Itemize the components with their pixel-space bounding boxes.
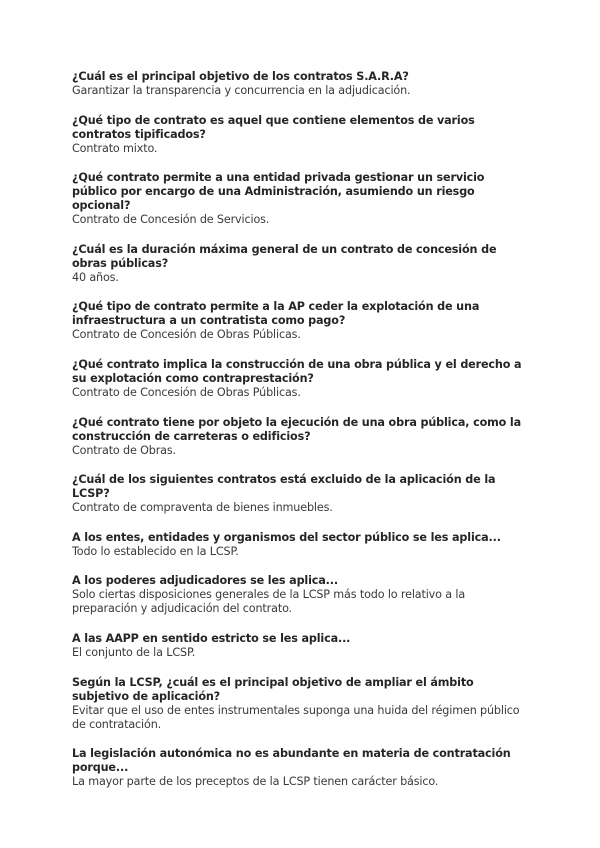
qa-item — [72, 574, 528, 616]
qa-item — [72, 358, 528, 400]
answer-text: Contrato de Concesión de Obras Públicas. — [72, 328, 301, 342]
answer-text: El conjunto de la LCSP. — [72, 645, 196, 659]
question-text: ¿Qué contrato implica la construcción de una obra pública y el derecho a su explotación como contraprestación? — [72, 357, 522, 385]
qa-item — [72, 243, 528, 285]
answer-text: Contrato de Concesión de Obras Públicas. — [72, 385, 301, 399]
qa-item — [72, 632, 528, 660]
question-text: ¿Cuál es el principal objetivo de los contratos S.A.R.A? — [72, 70, 409, 83]
question-text: ¿Qué tipo de contrato permite a la AP ceder la explotación de una infraestructura a un contratista como pago? — [72, 300, 480, 328]
question-text: A los poderes adjudicadores se les aplica... — [72, 574, 338, 588]
qa-item — [72, 114, 528, 156]
answer-text: Contrato de Concesión de Servicios. — [72, 213, 270, 227]
document-page — [72, 70, 528, 805]
answer-text: Garantizar la transparencia y concurrencia en la adjudicación. — [72, 84, 411, 97]
question-text: ¿Qué tipo de contrato es aquel que contiene elementos de varios contratos tipificados? — [72, 113, 475, 141]
question-text: ¿Cuál es la duración máxima general de un contrato de concesión de obras públicas? — [72, 242, 497, 270]
qa-item — [72, 531, 528, 559]
answer-text: Contrato mixto. — [72, 141, 158, 155]
answer-text: Solo ciertas disposiciones generales de la LCSP más todo lo relativo a la preparación y adjudicación del contrato. — [72, 588, 466, 616]
answer-text: Contrato de Obras. — [72, 443, 176, 457]
answer-text: La mayor parte de los preceptos de la LCSP tienen carácter básico. — [72, 775, 439, 789]
qa-item — [72, 70, 528, 98]
answer-text: Contrato de compraventa de bienes inmuebles. — [72, 501, 333, 515]
qa-item — [72, 747, 528, 789]
qa-item — [72, 300, 528, 342]
question-text: Según la LCSP, ¿cuál es el principal objetivo de ampliar el ámbito subjetivo de aplicación? — [72, 675, 474, 703]
question-text: ¿Qué contrato permite a una entidad privada gestionar un servicio público por encargo de una Administración, asumiendo un riesgo opcional? — [72, 171, 485, 213]
question-text: A las AAPP en sentido estricto se les aplica... — [72, 631, 351, 645]
qa-item — [72, 676, 528, 732]
question-text: ¿Cuál de los siguientes contratos está excluido de la aplicación de la LCSP? — [72, 473, 496, 501]
qa-item — [72, 171, 528, 227]
qa-item — [72, 416, 528, 458]
question-text: La legislación autonómica no es abundante en materia de contratación porque... — [72, 747, 511, 775]
question-text: ¿Qué contrato tiene por objeto la ejecución de una obra pública, como la construcción de carreteras o edificios? — [72, 415, 521, 443]
answer-text: Evitar que el uso de entes instrumentales suponga una huida del régimen público de contratación. — [72, 703, 520, 731]
answer-text: 40 años. — [72, 270, 119, 284]
qa-item — [72, 473, 528, 515]
question-text: A los entes, entidades y organismos del sector público se les aplica... — [72, 530, 501, 544]
answer-text: Todo lo establecido en la LCSP. — [72, 544, 239, 558]
